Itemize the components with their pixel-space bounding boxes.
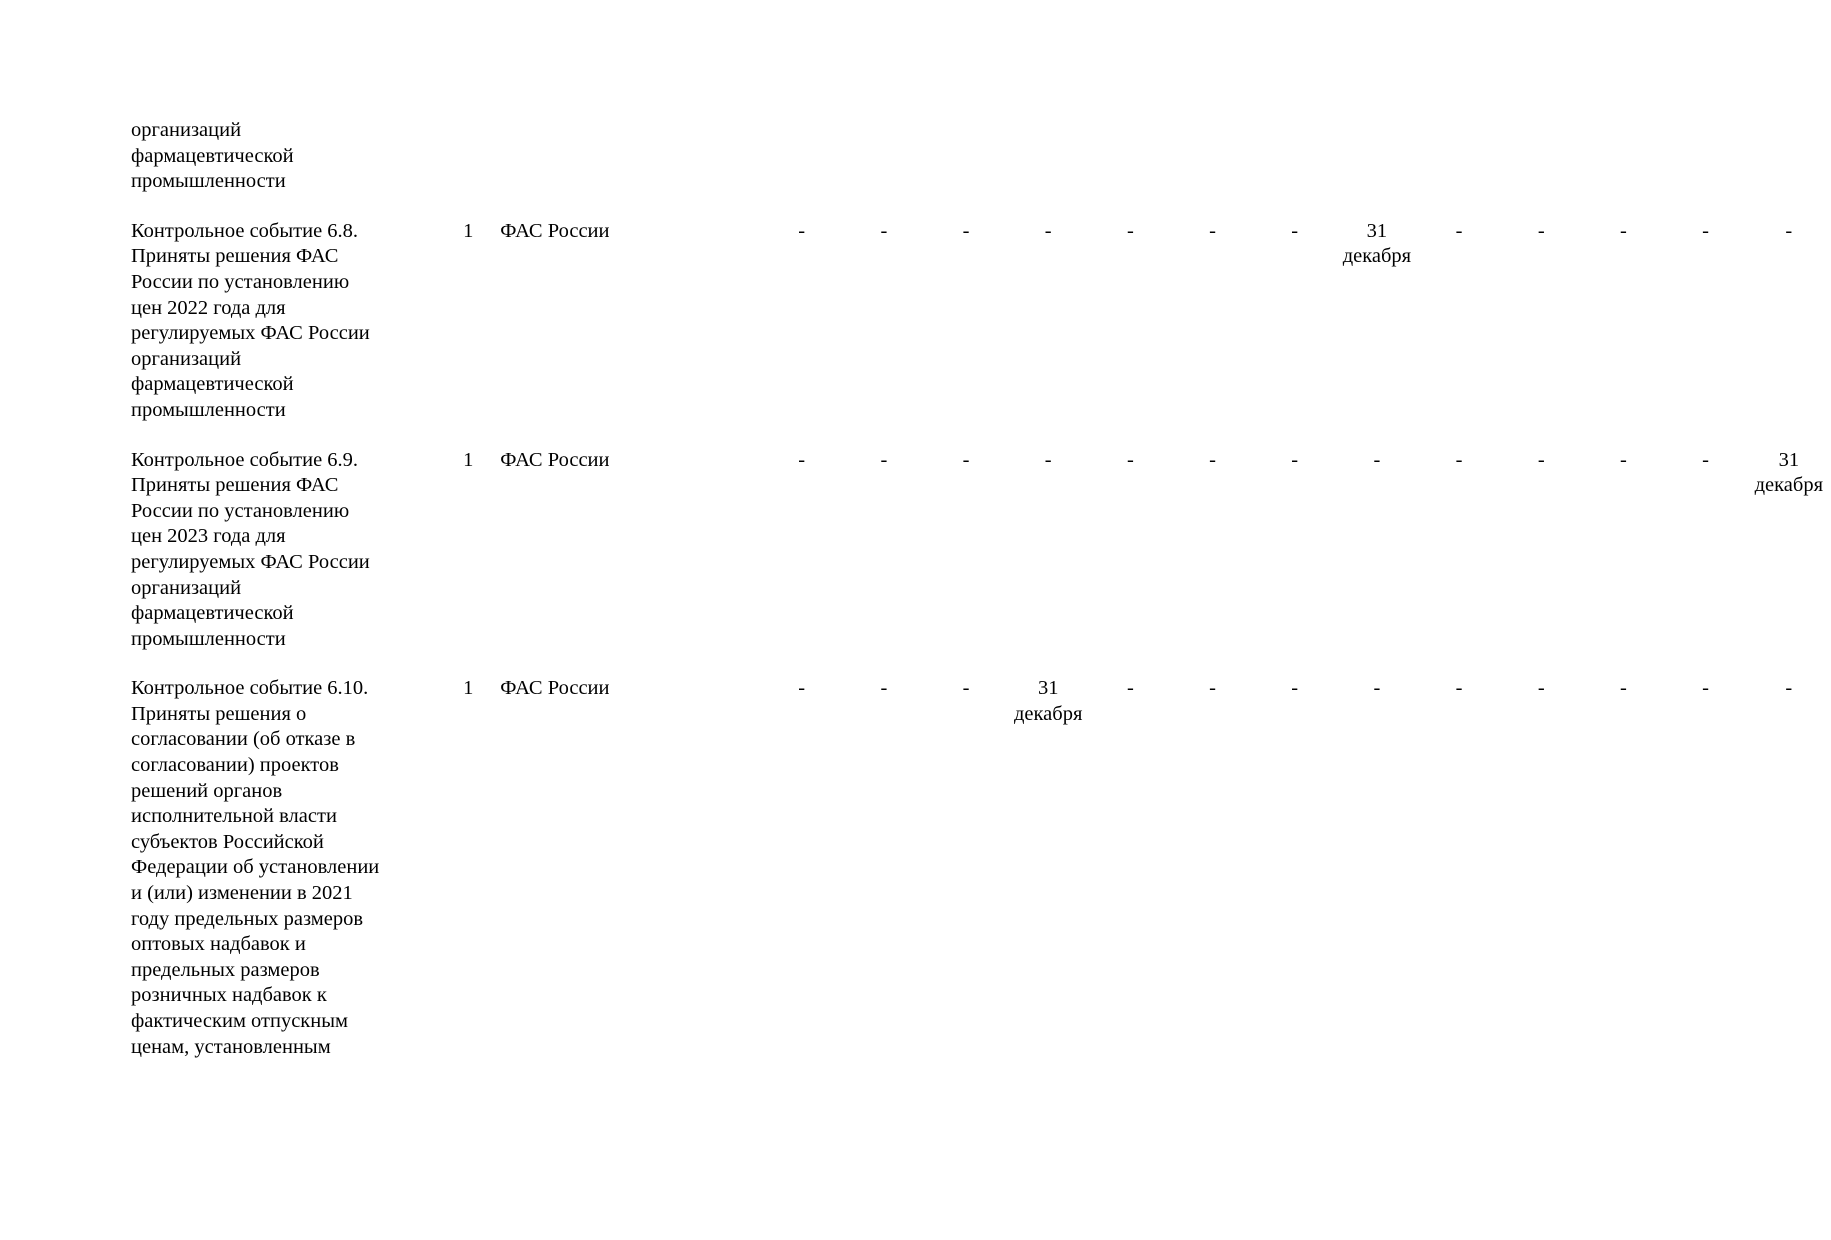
month-cell-1: - xyxy=(798,448,806,471)
description-line: Контрольное событие 6.8. xyxy=(131,219,359,242)
description-line: фармацевтической xyxy=(131,373,294,396)
description-line: и (или) изменении в 2021 xyxy=(131,882,353,905)
description-line: России по установлению xyxy=(131,499,350,522)
milestones-table-body xyxy=(131,118,1831,1060)
month-cell-10 xyxy=(1500,118,1582,195)
description-line: Приняты решения ФАС xyxy=(131,245,339,268)
description-line: промышленности xyxy=(131,170,286,193)
month-cell-11 xyxy=(1582,118,1664,195)
table-row xyxy=(131,424,1831,653)
row-executor xyxy=(500,118,760,195)
month-cell-1 xyxy=(761,118,843,195)
row-description xyxy=(131,652,436,1060)
month-cell-12: - xyxy=(1702,677,1709,700)
month-cell-2: - xyxy=(880,448,888,471)
month-cell-5: - xyxy=(1126,677,1134,700)
month-cell-4: 31 декабря xyxy=(1014,677,1083,725)
month-cell-5: - xyxy=(1126,219,1134,242)
description-line: ценам, установленным xyxy=(131,1035,331,1058)
month-cell-4 xyxy=(1007,118,1089,195)
description-line: исполнительной власти xyxy=(131,805,337,828)
row-executor: ФАС России xyxy=(500,219,610,242)
description-line: промышленности xyxy=(131,398,286,421)
month-cell-10: - xyxy=(1537,219,1545,242)
description-line: регулируемых ФАС России xyxy=(131,550,370,573)
month-cell-2: - xyxy=(880,677,888,700)
description-line: цен 2023 года для xyxy=(131,525,286,548)
month-cell-6 xyxy=(1171,118,1253,195)
month-cell-10: - xyxy=(1537,677,1545,700)
month-cell-11: - xyxy=(1619,219,1627,242)
month-cell-9: - xyxy=(1455,448,1463,471)
description-line: промышленности xyxy=(131,627,286,650)
description-line: согласовании) проектов xyxy=(131,754,339,777)
month-cell-6: - xyxy=(1209,448,1216,471)
month-cell-7: - xyxy=(1291,219,1299,242)
description-line: году предельных размеров xyxy=(131,907,364,930)
description-line: регулируемых ФАС России xyxy=(131,322,370,345)
month-cell-12: - xyxy=(1702,219,1709,242)
description-line: решений органов xyxy=(131,779,283,802)
month-cell-7 xyxy=(1254,118,1336,195)
description-line: России по установлению xyxy=(131,270,350,293)
row-count: 1 xyxy=(463,448,474,471)
month-cell-2: - xyxy=(880,219,888,242)
month-cell-9: - xyxy=(1455,219,1463,242)
description-line: фармацевтической xyxy=(131,602,294,625)
description-line: фактическим отпускным xyxy=(131,1010,348,1032)
description-line: Контрольное событие 6.10. xyxy=(131,677,369,700)
table-row xyxy=(131,195,1831,424)
description-line: Контрольное событие 6.9. xyxy=(131,448,359,471)
row-count xyxy=(436,118,500,195)
row-count: 1 xyxy=(463,219,474,242)
table-row xyxy=(131,118,1831,195)
description-line: Приняты решения о xyxy=(131,702,307,725)
month-cell-11: - xyxy=(1619,677,1627,700)
month-cell-5 xyxy=(1089,118,1171,195)
description-line: субъектов Российской xyxy=(131,830,324,853)
description-line: Приняты решения ФАС xyxy=(131,474,339,497)
description-line: Федерации об установлении xyxy=(131,856,380,879)
row-description xyxy=(131,195,436,424)
description-line: организаций xyxy=(131,119,242,141)
month-cell-4: - xyxy=(1044,448,1052,471)
month-cell-8 xyxy=(1336,118,1418,195)
month-cell-11: - xyxy=(1619,448,1627,471)
month-cell-13: - xyxy=(1785,677,1793,700)
month-cell-13: 31 декабря xyxy=(1754,448,1824,497)
month-cell-10: - xyxy=(1537,448,1545,471)
month-cell-13: - xyxy=(1785,219,1793,242)
milestones-table xyxy=(131,118,1831,1060)
month-cell-13 xyxy=(1747,118,1831,195)
month-cell-3: - xyxy=(962,219,970,242)
month-cell-6: - xyxy=(1209,677,1216,700)
description-line: розничных надбавок к xyxy=(131,984,327,1007)
month-cell-1: - xyxy=(798,219,806,242)
description-line: фармацевтической xyxy=(131,144,294,167)
row-executor: ФАС России xyxy=(500,448,610,471)
month-cell-2 xyxy=(843,118,925,195)
month-cell-8: 31 декабря xyxy=(1342,219,1412,268)
month-cell-7: - xyxy=(1291,448,1299,471)
month-cell-5: - xyxy=(1126,448,1134,471)
month-cell-12: - xyxy=(1702,448,1709,471)
description-line: цен 2022 года для xyxy=(131,296,286,319)
month-cell-4: - xyxy=(1044,219,1052,242)
description-line: организаций xyxy=(131,347,242,370)
description-line: оптовых надбавок и xyxy=(131,933,306,956)
month-cell-6: - xyxy=(1209,219,1216,242)
row-description xyxy=(131,118,436,195)
row-executor: ФАС России xyxy=(500,677,610,700)
description-line: предельных размеров xyxy=(131,958,320,981)
month-cell-3 xyxy=(925,118,1007,195)
month-cell-7: - xyxy=(1291,677,1299,700)
month-cell-8: - xyxy=(1373,677,1381,700)
row-count: 1 xyxy=(463,677,474,700)
month-cell-8: - xyxy=(1373,448,1381,471)
month-cell-9 xyxy=(1418,118,1500,195)
month-cell-1: - xyxy=(798,677,806,700)
month-cell-12 xyxy=(1664,118,1746,195)
month-cell-3: - xyxy=(962,677,970,700)
description-line: организаций xyxy=(131,576,242,599)
month-cell-9: - xyxy=(1455,677,1463,700)
row-description xyxy=(131,424,436,653)
description-line: согласовании (об отказе в xyxy=(131,728,356,751)
table-row xyxy=(131,652,1831,1060)
month-cell-3: - xyxy=(962,448,970,471)
